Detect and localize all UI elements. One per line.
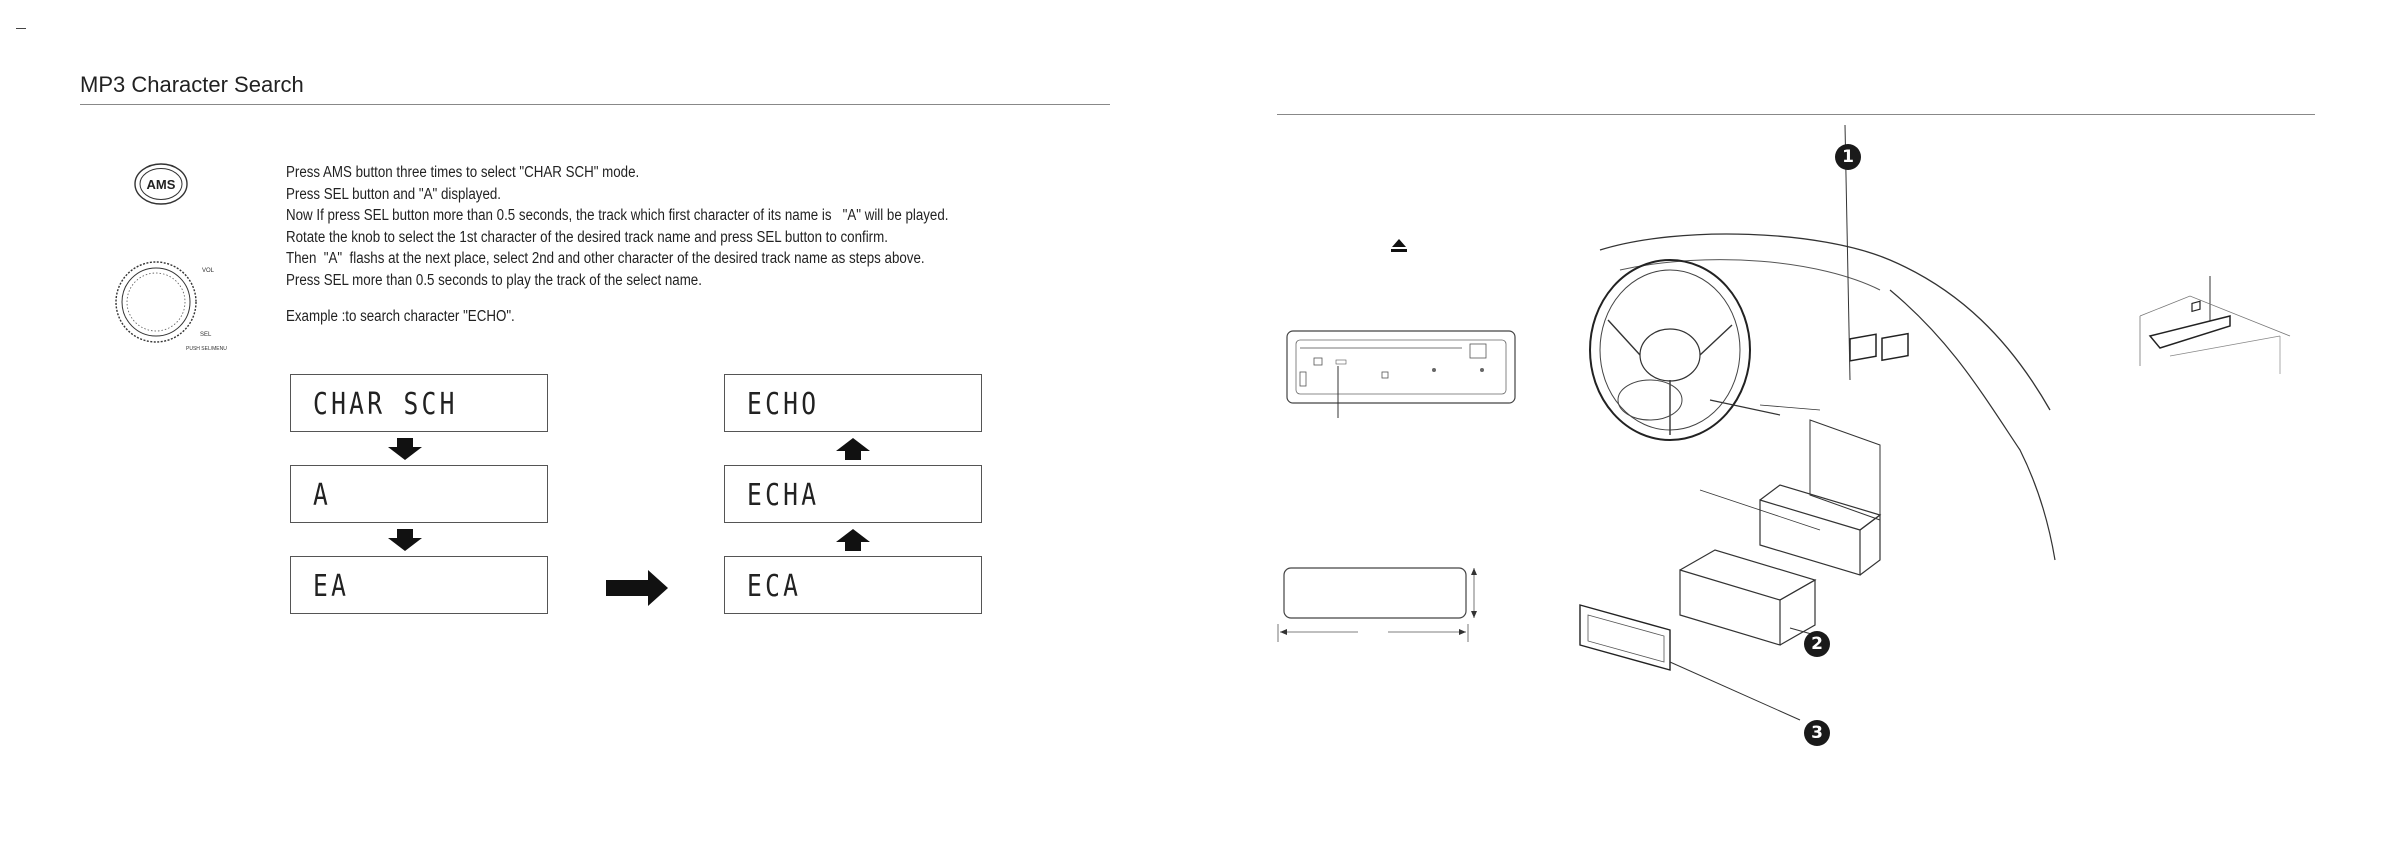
eject-icon	[1388, 238, 1410, 254]
arrow-right-icon	[606, 570, 668, 606]
instruction-line: Then "A" flashs at the next place, select 2nd and other character of the desired track name as steps above.	[286, 250, 925, 267]
knob-vol-label: VOL	[202, 268, 215, 274]
arrow-down-icon	[388, 529, 422, 551]
lcd-text: ECHA	[747, 478, 820, 513]
arrow-up-icon	[836, 438, 870, 460]
lcd-display	[290, 374, 548, 432]
instructions	[286, 162, 1318, 328]
instruction-line: Rotate the knob to select the 1st character of the desired track name and press SEL button to confirm.	[286, 228, 888, 246]
installation-drawing	[1560, 230, 2060, 700]
ams-button-icon	[133, 162, 189, 206]
arrow-down-icon	[388, 438, 422, 460]
instruction-line: Press SEL button and "A" displayed.	[286, 185, 501, 203]
lcd-text: EA	[313, 569, 350, 604]
dimension-drawing	[1278, 560, 1478, 642]
callout-1: 1	[1835, 144, 1861, 170]
removal-key-drawing	[2130, 276, 2290, 376]
callout-3: 3	[1804, 720, 1830, 746]
ams-label: AMS	[146, 177, 176, 192]
lcd-text: CHAR SCH	[313, 387, 458, 422]
sel-knob-icon	[110, 252, 230, 352]
corner-mark	[16, 28, 26, 29]
callout-2: 2	[1804, 631, 1830, 657]
knob-push-label: PUSH SEL/MENU	[186, 346, 227, 352]
instruction-line: Press SEL more than 0.5 seconds to play the track of the select name.	[286, 271, 702, 289]
lcd-display	[290, 556, 548, 614]
lcd-display	[724, 465, 982, 523]
head-unit-panel-drawing	[1286, 330, 1516, 420]
arrow-up-icon	[836, 529, 870, 551]
knob-sel-label: SEL	[200, 332, 212, 338]
lcd-display	[724, 374, 982, 432]
page-rule	[1277, 114, 2315, 115]
lcd-text: A	[313, 478, 332, 513]
example-text: Example :to search character "ECHO".	[286, 308, 515, 325]
lcd-text: ECHO	[747, 387, 820, 422]
section-title: MP3 Character Search	[80, 72, 304, 97]
lcd-text: ECA	[747, 569, 802, 604]
instruction-line: Press AMS button three times to select "CHAR SCH" mode.	[286, 164, 640, 181]
instruction-line: Now If press SEL button more than 0.5 seconds, the track which first character of its name is "A" will be played.	[286, 207, 949, 224]
title-rule	[80, 104, 1110, 105]
lcd-display	[290, 465, 548, 523]
lcd-display	[724, 556, 982, 614]
